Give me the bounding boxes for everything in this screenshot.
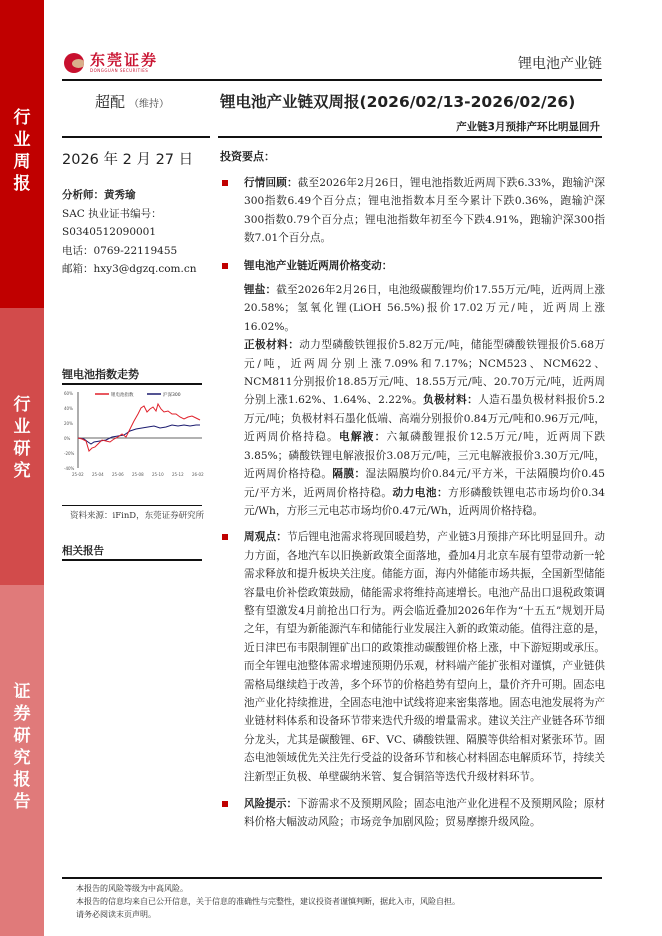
sidebar bbox=[0, 0, 44, 936]
separator-label: 隔膜： bbox=[332, 468, 366, 481]
chart-legend bbox=[95, 391, 181, 398]
svg-text:25-10: 25-10 bbox=[152, 472, 164, 477]
weekly-view-label: 周观点： bbox=[244, 531, 287, 544]
svg-text:-40%: -40% bbox=[64, 466, 75, 471]
disclaimer-line: 本报告的信息均来自已公开信息，关于信息的准确性与完整性，建议投资者谨慎判断，据此入市，风险自担。 bbox=[76, 897, 460, 906]
price-change-bullet bbox=[220, 257, 605, 275]
electrolyte-text: 六氟磷酸锂报价12.5万元/吨，近两周下跌3.85%；磷酸铁锂电解液报价3.08万元/吨，三元电解液报价3.30万元/吨，近两周价格持稳。 bbox=[244, 431, 606, 481]
lithium-salt-text: 截至2026年2月26日，电池级碳酸锂均价17.55万元/吨，近两周上涨20.58%；氢氧化锂(LiOH 56.5%)报价17.02万元/吨，近两周上涨16.02%。 bbox=[244, 284, 606, 333]
related-reports-title: 相关报告 bbox=[62, 545, 104, 557]
sidebar-label-industry: 行 业 研 究 bbox=[13, 395, 31, 481]
divider bbox=[62, 136, 210, 138]
svg-text:25-04: 25-04 bbox=[92, 472, 104, 477]
divider bbox=[62, 79, 602, 81]
series-lithium-index-line bbox=[78, 404, 200, 451]
anode-label: 负极材料： bbox=[423, 394, 479, 407]
bullet-square-icon bbox=[222, 180, 228, 186]
analyst-email[interactable]: 邮箱：hxy3@dgzq.com.cn bbox=[62, 263, 197, 275]
svg-text:沪深300: 沪深300 bbox=[163, 393, 181, 398]
sac-number: S0340512090001 bbox=[62, 226, 157, 238]
risk-label: 风险提示： bbox=[244, 798, 298, 810]
svg-text:60%: 60% bbox=[64, 391, 73, 396]
sac-label: SAC 执业证书编号： bbox=[62, 207, 162, 220]
power-battery-text: 方形磷酸铁锂电芯市场均价0.34元/Wh，方形三元电芯市场均价0.47元/Wh，近两周价格持稳。 bbox=[244, 486, 606, 517]
y-axis-ticks bbox=[64, 391, 75, 471]
report-date: 2026 年 2 月 27 日 bbox=[62, 152, 194, 168]
sidebar-band-industry bbox=[0, 308, 44, 585]
cathode-label: 正极材料： bbox=[244, 339, 300, 352]
key-points-title: 投资要点： bbox=[220, 150, 275, 163]
weekly-view-text: 节后锂电池需求将现回暖趋势，产业链3月预排产环比明显回升。动力方面，各地汽车以旧换新政策全面落地，叠加4月北京车展有望带动新一轮需求释放和提升板块关注度。储能方面，海内外储能市场共振，全国新型储能容量电价补偿政策鼓励，储能需求将维持高速增长。电池产品出口退税政策调整有望激发4月前抢出口行为。两会临近叠加2026年作为“十五五”规划开局之年，有望为新能源汽车和储能行业发展注入新的政策动能。值得注意的是，近日津巴布韦限制锂矿出口的政策推动碳酸锂价格上涨，中下游短期或承压。而全年锂电池整体需求增速预期仍乐观，材料端产能扩张相对谨慎，产业链供需格局继续趋于改善，多个环节的价格趋势有望向上，量价齐升可期。固态电池产业化持续推进，全固态电池中试线将迎来密集落地。固态电池发展将为产业链材料体系和设备环节带来迭代升级的增量需求。建议关注产业链各环节细分龙头，尤其是碳酸锂、6F、VC、磷酸铁锂、隔膜等供给相对紧张环节。固态电池领域优先关注先行受益的设备环节和核心材料固态电解质环节，持续关注新型正负极、单壁碳纳米管、复合铜箔等迭代升级材料环节。 bbox=[244, 531, 606, 783]
logo-name-cn: 东莞证券 bbox=[90, 50, 159, 69]
disclaimer bbox=[76, 882, 460, 921]
svg-text:25-02: 25-02 bbox=[72, 472, 84, 477]
report-title: 锂电池产业链双周报(2026/02/13-2026/02/26) bbox=[220, 93, 576, 111]
sector-label: 锂电池产业链 bbox=[518, 56, 602, 72]
svg-text:0%: 0% bbox=[64, 436, 71, 441]
cathode-text: 动力型磷酸铁锂报价5.82万元/吨，储能型磷酸铁锂报价5.68万元/吨，近两周分别上涨7.09%和7.17%；NCM523、NCM622、NCM811分别报价18.85万元/吨、18.55万元/吨、20.70万元/吨，近两周分别上涨1.62%、1.64%、2.22%。 bbox=[244, 339, 606, 407]
rating-value: 超配 bbox=[95, 93, 126, 111]
svg-text:-20%: -20% bbox=[64, 451, 75, 456]
sidebar-band-weekly bbox=[0, 0, 44, 308]
weekly-view-bullet bbox=[220, 528, 605, 786]
svg-text:25-06: 25-06 bbox=[112, 472, 124, 477]
sidebar-label-securities: 证 券 研 究 报 告 bbox=[13, 682, 31, 812]
divider bbox=[62, 383, 202, 385]
disclaimer-line: 请务必阅读末页声明。 bbox=[76, 910, 156, 919]
chart-title: 锂电池指数走势 bbox=[62, 368, 139, 381]
sidebar-band-securities bbox=[0, 585, 44, 936]
svg-text:40%: 40% bbox=[64, 406, 73, 411]
divider bbox=[62, 559, 202, 561]
market-review-text: 截至2026年2月26日，锂电池指数近两周下跌6.33%，跑输沪深300指数6.49个百分点；锂电池指数本月至今累计下跌0.36%，跑输沪深300指数0.79个百分点；锂电池指数年初至今下跌4.91%，跑输沪深300指数7.01个百分点。 bbox=[244, 177, 606, 245]
chart-source: 资料来源：iFinD，东莞证券研究所 bbox=[70, 511, 205, 521]
analyst-name: 分析师：黄秀瑜 bbox=[62, 189, 136, 201]
anode-text: 人造石墨负极材料报价5.2万元/吨；负极材料石墨化低端、高端分别报价0.84万元/吨和0.96万元/吨，近两周价格持稳。 bbox=[244, 394, 605, 444]
svg-text:26-02: 26-02 bbox=[192, 472, 204, 477]
svg-text:25-08: 25-08 bbox=[132, 472, 144, 477]
divider bbox=[218, 136, 602, 138]
svg-text:25-12: 25-12 bbox=[172, 472, 184, 477]
sidebar-label-weekly: 行 业 周 报 bbox=[13, 108, 31, 194]
svg-text:20%: 20% bbox=[64, 421, 73, 426]
index-trend-chart bbox=[62, 387, 207, 499]
market-review-label: 行情回顾： bbox=[244, 177, 298, 189]
power-battery-label: 动力电池： bbox=[392, 486, 449, 499]
risk-bullet bbox=[220, 795, 605, 832]
lithium-salt-label: 锂盐： bbox=[244, 284, 277, 297]
divider bbox=[62, 505, 202, 506]
risk-text: 下游需求不及预期风险；固态电池产业化进程不及预期风险；原材料价格大幅波动风险；市场竞争加剧风险；贸易摩擦升级风险。 bbox=[244, 798, 605, 829]
series-hs300-line bbox=[78, 425, 200, 444]
x-axis-ticks bbox=[72, 472, 204, 477]
svg-text:锂电池指数: 锂电池指数 bbox=[111, 393, 134, 398]
divider bbox=[62, 877, 602, 879]
logo-mark-icon bbox=[64, 53, 84, 73]
analyst-info bbox=[62, 186, 196, 279]
analyst-phone: 电话：0769-22119455 bbox=[62, 244, 178, 257]
rating bbox=[95, 91, 169, 112]
company-logo bbox=[64, 50, 158, 76]
bullet-square-icon bbox=[222, 263, 228, 269]
bullet-square-icon bbox=[222, 801, 228, 807]
price-change-title: 锂电池产业链近两周价格变动： bbox=[244, 259, 393, 272]
bullet-square-icon bbox=[222, 534, 228, 540]
logo-name-en: DONGGUAN SECURITIES bbox=[90, 67, 149, 73]
price-change-details bbox=[220, 281, 605, 520]
market-review-bullet bbox=[220, 174, 605, 248]
disclaimer-line: 本报告的风险等级为中高风险。 bbox=[76, 884, 188, 893]
electrolyte-label: 电解液： bbox=[339, 431, 387, 444]
report-subtitle: 产业链3月预排产环比明显回升 bbox=[456, 121, 600, 133]
main-content bbox=[220, 148, 605, 841]
separator-text: 湿法隔膜均价0.84元/平方米，干法隔膜均价0.45元/平方米，近两周价格持稳。 bbox=[244, 468, 606, 499]
rating-status: （维持） bbox=[129, 99, 170, 110]
